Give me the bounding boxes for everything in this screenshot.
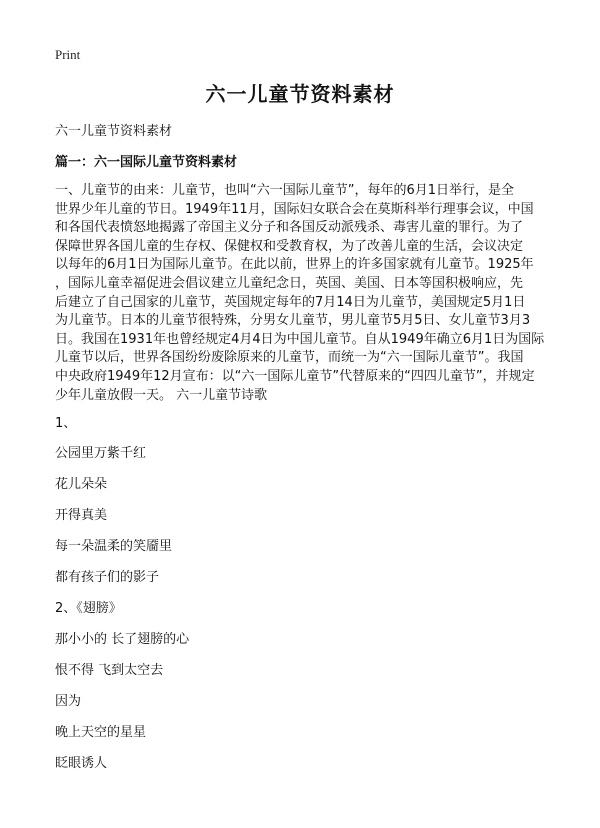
body-line: ，国际儿童幸福促进会倡议建立儿童纪念日，英国、美国、日本等国积极响应，先 xyxy=(55,275,524,291)
poem-line: 花儿朵朵 xyxy=(55,477,108,492)
poem-line: 公园里万紫千红 xyxy=(55,446,147,461)
print-label: Print xyxy=(55,47,81,62)
page-title: 六一儿童节资料素材 xyxy=(205,82,395,106)
body-line: 中央政府1949年12月宣布：以“六一国际儿童节”代替原来的“四四儿童节”，并规定 xyxy=(55,368,535,384)
poem-line: 晚上天空的星星 xyxy=(55,725,147,740)
body-line: 为儿童节。日本的儿童节很特殊，分男女儿童节，男儿童节5月5日、女儿童节3月3 xyxy=(55,313,531,329)
poem-line: 眨眼诱人 xyxy=(55,756,108,771)
poem-line: 那小小的 长了翅膀的心 xyxy=(55,632,190,647)
body-line: 后建立了自己国家的儿童节，英国规定每年的7月14日为儿童节，美国规定5月1日 xyxy=(55,294,526,310)
body-line: 保障世界各国儿童的生存权、保健权和受教育权，为了改善儿童的生活，会议决定 xyxy=(55,238,524,254)
poem-line: 因为 xyxy=(55,694,82,709)
body-line: 和各国代表愤怒地揭露了帝国主义分子和各国反动派残杀、毒害儿童的罪行。为了 xyxy=(55,220,524,236)
poem-line: 都有孩子们的影子 xyxy=(55,570,160,585)
poem-line: 恨不得 飞到太空去 xyxy=(55,663,164,678)
body-line: 少年儿童放假一天。 六一儿童节诗歌 xyxy=(55,387,268,403)
section-heading: 篇一：六一国际儿童节资料素材 xyxy=(55,155,238,170)
body-line: 日。我国在1931年也曾经规定4月4日为中国儿童节。自从1949年确立6月1日为国际 xyxy=(55,331,545,347)
body-line: 一、儿童节的由来：儿童节，也叫“六一国际儿童节”，每年的6月1日举行，是全 xyxy=(55,183,515,198)
poem-line: 每一朵温柔的笑靥里 xyxy=(55,539,173,554)
poem-number: 1、 xyxy=(55,416,77,431)
body-line: 世界少年儿童的节日。1949年11月，国际妇女联合会在莫斯科举行理事会议，中国 xyxy=(55,201,534,217)
body-line: 儿童节以后，世界各国纷纷废除原来的儿童节，而统一为“六一国际儿童节”。我国 xyxy=(55,350,524,366)
body-line: 以每年的6月1日为国际儿童节。在此以前，世界上的许多国家就有儿童节。1925年 xyxy=(55,257,534,273)
poem-line: 开得真美 xyxy=(55,508,108,523)
poem-title: 2、《翅膀》 xyxy=(55,601,122,616)
body-paragraph xyxy=(55,182,550,405)
document-subtitle: 六一儿童节资料素材 xyxy=(55,124,173,139)
